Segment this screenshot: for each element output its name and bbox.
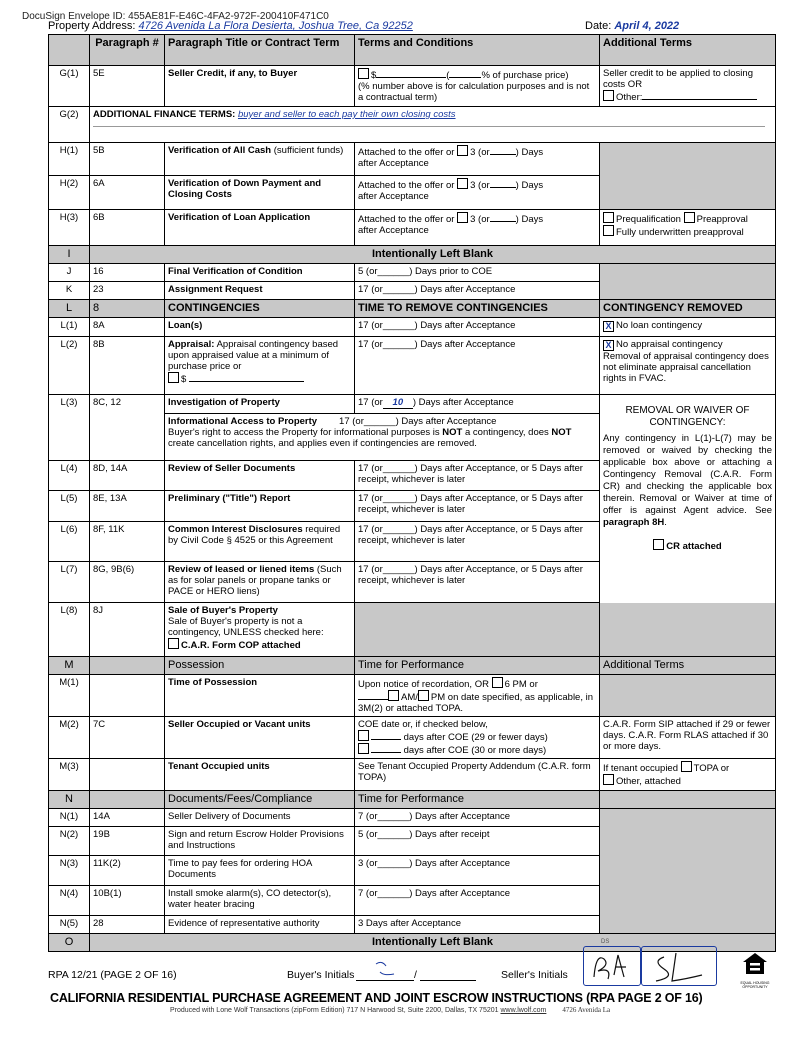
row-h1: H(1) 5B Verification of All Cash (sufficient funds) Attached to the offer or 3 (or ) Days after Acceptance (49, 143, 776, 176)
checkbox-cop[interactable] (168, 638, 179, 649)
row-n-header: N Documents/Fees/Compliance Time for Performance (49, 791, 776, 809)
row-n2: N(2) 19B Sign and return Escrow Holder Provisions and Instructions 5 (or______) Days after receipt (49, 827, 776, 856)
investigation-days[interactable]: 10 (383, 397, 413, 409)
lwolf-link[interactable]: www.lwolf.com (500, 1007, 547, 1014)
header-additional: Additional Terms (600, 35, 776, 66)
row-n1: N(1) 14A Seller Delivery of Documents 7 (or______) Days after Acceptance (49, 809, 776, 827)
row-additional: Seller credit to be applied to closing costs OR Other: (600, 66, 776, 107)
days-field[interactable] (490, 154, 516, 155)
seller-signature-2 (642, 947, 716, 985)
row-l6: L(6) 8F, 11K Common Interest Disclosures required by Civil Code § 4525 or this Agreement 17 (or______) Days after Acceptance, or 5 Days after receipt, whichever is later (49, 522, 776, 562)
appraisal-amount-field[interactable] (189, 381, 304, 382)
checkbox[interactable] (168, 372, 179, 383)
seller-initials-label: Seller's Initials (501, 969, 568, 981)
checkbox[interactable] (457, 178, 468, 189)
amount-field[interactable] (376, 77, 446, 78)
checkbox[interactable] (457, 212, 468, 223)
row-o: O Intentionally Left Blank (49, 934, 776, 952)
row-l5: L(5) 8E, 13A Preliminary ("Title") Report 17 (or______) Days after Acceptance, or 5 Days after receipt, whichever is later (49, 491, 776, 522)
row-n5: N(5) 28 Evidence of representative authority 3 Days after Acceptance (49, 916, 776, 934)
row-i: I Intentionally Left Blank (49, 246, 776, 264)
checkbox[interactable] (358, 730, 369, 741)
row-m3: M(3) Tenant Occupied units See Tenant Occupied Property Addendum (C.A.R. form TOPA) If tenant occupied TOPA or Other, attached (49, 759, 776, 791)
checkbox[interactable] (358, 68, 369, 79)
row-m-header: M Possession Time for Performance Additional Terms (49, 657, 776, 675)
property-address (48, 20, 413, 32)
grey-cell (600, 143, 776, 210)
ds-tag: DS (601, 939, 610, 945)
date-value: April 4, 2022 (614, 20, 680, 32)
property-value: 4726 Avenida La Flora Desierta, Joshua Tree, Ca 92252 (138, 20, 413, 32)
checkbox-cr[interactable] (653, 539, 664, 550)
checkbox[interactable] (388, 690, 399, 701)
checkbox[interactable] (681, 761, 692, 772)
date-label: Date: (585, 20, 612, 32)
header-title: Paragraph Title or Contract Term (165, 35, 355, 66)
row-k: K 23 Assignment Request 17 (or______) Days after Acceptance (49, 282, 776, 300)
row-id: G(1) (49, 66, 90, 107)
time-field[interactable] (358, 699, 388, 700)
house-icon (737, 950, 773, 976)
equal-housing-logo (737, 950, 773, 990)
removal-title: REMOVAL OR WAIVER OF CONTINGENCY: (625, 405, 750, 428)
row-id: G(2) (49, 107, 90, 143)
buyer-initial-mark (356, 958, 414, 980)
header-terms: Terms and Conditions (355, 35, 600, 66)
row-l2: L(2) 8B Appraisal: Appraisal contingency based upon appraised value at a minimum of purchase price or $ 17 (or______) Days after Acceptance X No appraisal contingency Removal of appraisal contingency does not eliminate appraisal cancellation rights in FVAC. (49, 337, 776, 395)
buyer-initials-field-1[interactable] (356, 958, 414, 981)
row-n3: N(3) 11K(2) Time to pay fees for ordering HOA Documents 3 (or______) Days after Acceptance (49, 856, 776, 886)
row-l3-info: Informational Access to Property 17 (or______) Days after Acceptance Buyer's right to access the Property for informational purposes is NOT a contingency, does NOT create cancellation rights, and applies even if contingencies are removed. (49, 414, 776, 461)
days-field[interactable] (490, 221, 516, 222)
form-id: RPA 12/21 (PAGE 2 OF 16) (48, 969, 177, 981)
row-title: Seller Credit, if any, to Buyer (165, 66, 355, 107)
envelope-id: DocuSign Envelope ID: 455AE81F-E46C-4FA2-972F-200410F471C0 (22, 11, 329, 22)
row-l4: L(4) 8D, 14A Review of Seller Documents 17 (or______) Days after Acceptance, or 5 Days after receipt, whichever is later (49, 461, 776, 491)
finance-terms-value[interactable]: buyer and seller to each pay their own closing costs (237, 109, 456, 120)
row-m1: M(1) Time of Possession Upon notice of recordation, OR 6 PM or AM/ PM on date specified, as applicable, in 3M(2) or attached TOPA. (49, 675, 776, 717)
row-para: 5E (90, 66, 165, 107)
row-l3: L(3) 8C, 12 Investigation of Property 17 (or 10 ) Days after Acceptance REMOVAL OR WAIVER OF CONTINGENCY: Any contingency in L(1)-L(7) may be removed or waived by checking the applicable box above or attaching a Contingency Removal (C.A.R. Form CR) and checking the applicable box therein. Removal or Waiver at time of offer is against Agent advice. See paragraph 8H. CR attached (49, 395, 776, 414)
checkbox[interactable] (358, 743, 369, 754)
seller-signature-1 (584, 947, 640, 985)
checkbox[interactable] (418, 690, 429, 701)
form-title: CALIFORNIA RESIDENTIAL PURCHASE AGREEMENT AND JOINT ESCROW INSTRUCTIONS (RPA PAGE 2 OF 16) (50, 991, 703, 1005)
row-g2 (49, 107, 776, 143)
checkbox[interactable] (492, 677, 503, 688)
header-paragraph: Paragraph # (90, 35, 165, 66)
checkbox-no-loan[interactable]: X (603, 321, 614, 332)
seller-initials-field-2[interactable] (641, 946, 717, 986)
checkbox[interactable] (457, 145, 468, 156)
row-terms: ADDITIONAL FINANCE TERMS: buyer and seller to each pay their own closing costs (90, 107, 776, 143)
seller-initials-field-1[interactable] (583, 946, 641, 986)
row-l1: L(1) 8A Loan(s) 17 (or______) Days after Acceptance X No loan contingency (49, 318, 776, 337)
other-field[interactable] (642, 99, 757, 100)
date (585, 20, 679, 32)
days-field[interactable] (371, 739, 401, 740)
checkbox[interactable] (603, 225, 614, 236)
checkbox[interactable] (603, 774, 614, 785)
days-field[interactable] (490, 187, 516, 188)
checkbox-no-appraisal[interactable]: X (603, 340, 614, 351)
percent-field[interactable] (449, 77, 481, 78)
days-field[interactable] (371, 752, 401, 753)
row-h3: H(3) 6B Verification of Loan Application Attached to the offer or 3 (or ) Days after Acceptance Prequalification Preapproval Fully underwritten preapproval (49, 210, 776, 246)
row-terms: $ ( % of purchase price) (% number above is for calculation purposes and is not a contractual term) (355, 66, 600, 107)
checkbox[interactable] (603, 212, 614, 223)
header-blank (49, 35, 90, 66)
checkbox[interactable] (603, 90, 614, 101)
row-h2: H(2) 6A Verification of Down Payment and Closing Costs Attached to the offer or 3 (or ) Days after Acceptance (49, 176, 776, 210)
buyer-initials-label: Buyer's Initials (287, 969, 355, 981)
row-l8: L(8) 8J Sale of Buyer's Property Sale of Buyer's property is not a contingency, UNLESS checked here: C.A.R. Form COP attached (49, 603, 776, 657)
row-l-header: L 8 CONTINGENCIES TIME TO REMOVE CONTINGENCIES CONTINGENCY REMOVED (49, 300, 776, 318)
row-g1 (49, 66, 776, 107)
header-row (49, 35, 776, 66)
row-m2: M(2) 7C Seller Occupied or Vacant units COE date or, if checked below, days after COE (29 or fewer days) days after COE (30 or more days) C.A.R. Form SIP attached if 29 or fewer days. C.A.R. Form RLAS attached if 30 or more days. (49, 717, 776, 759)
property-label: Property Address: (48, 20, 136, 32)
row-j: J 16 Final Verification of Condition 5 (or______) Days prior to COE (49, 264, 776, 282)
produced-with: Produced with Lone Wolf Transactions (zipForm Edition) 717 N Harwood St, Suite 2200, Dallas, TX 75201 www.lwolf.com 4726 Avenida La (170, 1006, 611, 1014)
removal-cell: REMOVAL OR WAIVER OF CONTINGENCY: Any contingency in L(1)-L(7) may be removed or waived by checking the applicable box above or attaching a Contingency Removal (C.A.R. Form CR) and checking the applicable box therein. Removal or Waiver at time of offer is against Agent advice. See paragraph 8H. CR attached (600, 395, 776, 657)
row-l7: L(7) 8G, 9B(6) Review of leased or liened items (Such as for solar panels or propane tanks or PACE or HERO liens) 17 (or______) Days after Acceptance, or 5 Days after receipt, whichever is later (49, 562, 776, 603)
eho-text: EQUAL HOUSING OPPORTUNITY (740, 981, 770, 989)
checkbox[interactable] (684, 212, 695, 223)
row-n4: N(4) 10B(1) Install smoke alarm(s), CO detector(s), water heater bracing 7 (or______) Days after Acceptance (49, 886, 776, 916)
buyer-initials-field-2[interactable] (420, 958, 476, 981)
contract-table (48, 34, 776, 952)
